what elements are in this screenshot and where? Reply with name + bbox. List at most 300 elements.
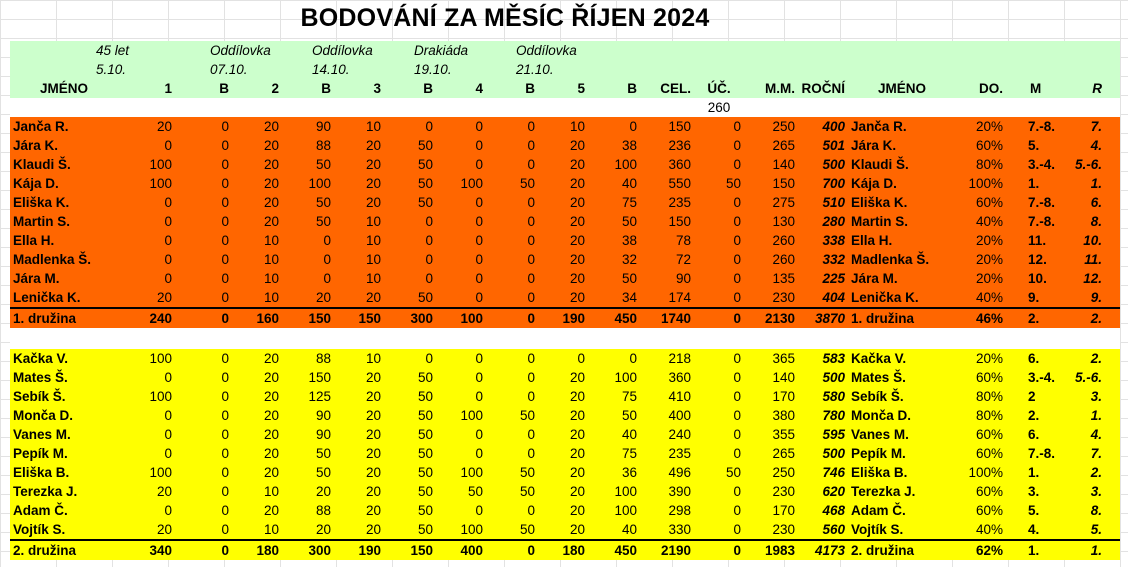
table-cell[interactable]: Madlenka Š. [848,250,956,269]
table-cell[interactable]: 60% [956,136,1006,155]
table-cell[interactable]: 0 [694,444,744,463]
table-cell[interactable]: 0 [486,269,538,288]
table-cell[interactable]: 7. [1066,444,1120,463]
table-cell[interactable]: 2. [1066,463,1120,482]
table-cell[interactable]: 360 [640,155,694,174]
table-cell[interactable]: 20 [538,212,588,231]
table-cell[interactable]: 0 [486,387,538,406]
table-cell[interactable]: 100 [588,155,640,174]
table-cell[interactable]: 450 [588,540,640,560]
table-cell[interactable]: 0 [175,117,232,136]
table-cell[interactable]: 0 [175,136,232,155]
table-cell[interactable]: 7.-8. [1006,212,1066,231]
header-cell[interactable]: B [384,79,436,98]
table-cell[interactable]: 3870 [798,308,848,328]
table-cell[interactable]: 0 [694,231,744,250]
table-cell[interactable]: 265 [744,136,798,155]
table-cell[interactable]: 235 [640,193,694,212]
table-cell[interactable]: 50 [384,406,436,425]
table-cell[interactable]: 250 [744,463,798,482]
table-cell[interactable]: 0 [175,463,232,482]
table-cell[interactable]: 1983 [744,540,798,560]
event-date-1[interactable]: 5.10. [118,60,232,79]
table-cell[interactable]: 32 [588,250,640,269]
table-cell[interactable]: 10 [334,117,384,136]
table-cell[interactable]: 550 [640,174,694,193]
table-cell[interactable]: 0 [694,425,744,444]
table-cell[interactable]: 260 [744,250,798,269]
table-cell[interactable]: 100% [956,463,1006,482]
table-cell[interactable]: 2. družina [10,540,118,560]
table-cell[interactable]: 170 [744,387,798,406]
table-cell[interactable]: 595 [798,425,848,444]
header-cell[interactable]: B [175,79,232,98]
table-cell[interactable]: 0 [486,308,538,328]
table-cell[interactable]: 360 [640,368,694,387]
table-cell[interactable]: 20 [538,174,588,193]
table-cell[interactable]: 20 [334,136,384,155]
header-cell[interactable]: B [486,79,538,98]
uc-total-cell[interactable]: 260 [694,98,744,117]
event-name-5[interactable]: Oddílovka [538,41,640,60]
table-cell[interactable]: 1. [1066,540,1120,560]
table-cell[interactable]: 20 [538,288,588,308]
table-cell[interactable]: 500 [798,368,848,387]
table-cell[interactable]: 0 [118,136,175,155]
table-cell[interactable]: 0 [175,155,232,174]
table-cell[interactable]: 72 [640,250,694,269]
table-cell[interactable]: 9. [1066,288,1120,308]
table-cell[interactable]: Mates Š. [848,368,956,387]
table-cell[interactable]: 0 [175,387,232,406]
table-cell[interactable]: 20 [232,444,282,463]
table-cell[interactable]: 20 [538,520,588,540]
table-cell[interactable]: 38 [588,231,640,250]
table-cell[interactable]: 20 [118,117,175,136]
table-cell[interactable]: 7. [1066,117,1120,136]
table-cell[interactable]: 20 [118,288,175,308]
table-cell[interactable]: 125 [282,387,334,406]
table-cell[interactable]: 0 [118,250,175,269]
table-cell[interactable]: 50 [282,193,334,212]
table-cell[interactable]: 20 [538,193,588,212]
table-cell[interactable]: 20 [334,174,384,193]
table-cell[interactable]: 50 [384,520,436,540]
table-cell[interactable]: 5. [1006,501,1066,520]
header-cell[interactable]: ROČNÍ [798,79,848,98]
table-cell[interactable]: Kája D. [10,174,118,193]
table-cell[interactable]: 12. [1066,269,1120,288]
table-cell[interactable]: 100 [118,463,175,482]
table-cell[interactable]: 300 [384,308,436,328]
table-cell[interactable]: 275 [744,193,798,212]
table-cell[interactable]: 1. [1006,463,1066,482]
table-cell[interactable]: 0 [486,212,538,231]
table-cell[interactable]: 190 [334,540,384,560]
table-cell[interactable]: 150 [384,540,436,560]
table-cell[interactable]: 10 [334,269,384,288]
table-cell[interactable]: 0 [175,231,232,250]
table-cell[interactable]: 0 [384,117,436,136]
table-cell[interactable]: 0 [436,387,486,406]
table-cell[interactable]: 40% [956,520,1006,540]
table-cell[interactable]: 0 [694,520,744,540]
table-cell[interactable]: 260 [744,231,798,250]
table-cell[interactable]: 80% [956,155,1006,174]
table-cell[interactable]: 0 [486,155,538,174]
table-cell[interactable]: 50 [486,520,538,540]
header-cell[interactable]: CEL. [640,79,694,98]
table-cell[interactable]: Vojtík S. [10,520,118,540]
event-name-3[interactable]: Oddílovka [334,41,436,60]
header-cell[interactable]: M [1006,79,1066,98]
table-cell[interactable]: 0 [118,406,175,425]
table-cell[interactable]: Adam Č. [848,501,956,520]
table-cell[interactable]: 3.-4. [1006,155,1066,174]
table-cell[interactable]: 0 [175,174,232,193]
table-cell[interactable]: Terezka J. [848,482,956,501]
table-cell[interactable]: 20 [118,482,175,501]
table-cell[interactable]: 20 [232,117,282,136]
table-cell[interactable]: 0 [175,288,232,308]
table-cell[interactable]: 0 [175,212,232,231]
event-date-4[interactable]: 19.10. [436,60,538,79]
table-cell[interactable]: Jára K. [848,136,956,155]
table-cell[interactable]: 0 [436,269,486,288]
table-cell[interactable]: Eliška K. [848,193,956,212]
table-cell[interactable]: 5.-6. [1066,368,1120,387]
table-cell[interactable]: 20 [282,482,334,501]
table-cell[interactable]: 0 [175,193,232,212]
table-cell[interactable]: 20 [538,463,588,482]
table-cell[interactable]: 170 [744,501,798,520]
event-name-4[interactable]: Drakiáda [436,41,538,60]
table-cell[interactable]: 62% [956,540,1006,560]
table-cell[interactable]: 338 [798,231,848,250]
table-cell[interactable]: 50 [384,501,436,520]
table-cell[interactable]: 468 [798,501,848,520]
table-cell[interactable]: 20 [538,406,588,425]
table-cell[interactable]: 20 [232,349,282,368]
table-cell[interactable]: 235 [640,444,694,463]
table-cell[interactable]: 7.-8. [1006,444,1066,463]
table-cell[interactable]: 34 [588,288,640,308]
table-cell[interactable]: 6. [1006,425,1066,444]
table-cell[interactable]: 4. [1006,520,1066,540]
table-cell[interactable]: 100 [118,387,175,406]
table-cell[interactable]: 10. [1066,231,1120,250]
table-cell[interactable]: 0 [384,269,436,288]
table-cell[interactable]: 7.-8. [1006,117,1066,136]
table-cell[interactable]: 4173 [798,540,848,560]
table-cell[interactable]: 20 [232,212,282,231]
table-cell[interactable]: Kája D. [848,174,956,193]
table-cell[interactable]: 250 [744,117,798,136]
table-cell[interactable]: 0 [175,425,232,444]
table-cell[interactable]: 510 [798,193,848,212]
table-cell[interactable]: Eliška B. [848,463,956,482]
table-cell[interactable]: 20% [956,349,1006,368]
table-cell[interactable]: 0 [538,349,588,368]
table-cell[interactable]: 0 [118,231,175,250]
table-cell[interactable]: 60% [956,444,1006,463]
table-cell[interactable]: 20 [334,406,384,425]
table-cell[interactable]: 0 [436,117,486,136]
table-cell[interactable]: 0 [588,117,640,136]
table-cell[interactable]: 365 [744,349,798,368]
table-cell[interactable]: Janča R. [10,117,118,136]
table-cell[interactable]: 50 [282,155,334,174]
table-cell[interactable]: 2. [1006,308,1066,328]
event-date-5[interactable]: 21.10. [538,60,640,79]
table-cell[interactable]: 0 [588,349,640,368]
table-cell[interactable]: 300 [282,540,334,560]
table-cell[interactable]: 0 [486,288,538,308]
table-cell[interactable]: 0 [436,501,486,520]
table-cell[interactable]: 20 [334,501,384,520]
table-cell[interactable]: 60% [956,193,1006,212]
table-cell[interactable]: 40 [588,425,640,444]
table-cell[interactable]: 20 [538,387,588,406]
table-cell[interactable]: 450 [588,308,640,328]
table-cell[interactable]: Terezka J. [10,482,118,501]
header-cell[interactable]: B [588,79,640,98]
table-cell[interactable]: 0 [175,482,232,501]
table-cell[interactable]: Vanes M. [848,425,956,444]
table-cell[interactable]: 50 [384,155,436,174]
table-cell[interactable]: 230 [744,288,798,308]
table-cell[interactable]: 150 [640,212,694,231]
table-cell[interactable]: Martin S. [10,212,118,231]
table-cell[interactable]: 150 [282,368,334,387]
table-cell[interactable]: 10 [232,231,282,250]
table-cell[interactable]: 20 [538,250,588,269]
table-cell[interactable]: Klaudi Š. [10,155,118,174]
table-cell[interactable]: 0 [486,136,538,155]
table-cell[interactable]: 20 [232,387,282,406]
table-cell[interactable]: 100 [436,520,486,540]
table-cell[interactable]: Vanes M. [10,425,118,444]
table-cell[interactable]: 20 [232,463,282,482]
table-cell[interactable]: 50 [384,482,436,501]
table-cell[interactable]: Martin S. [848,212,956,231]
table-cell[interactable]: 4. [1066,425,1120,444]
table-cell[interactable]: 20% [956,117,1006,136]
table-cell[interactable]: 20 [538,444,588,463]
table-cell[interactable]: 0 [436,231,486,250]
table-cell[interactable]: 4. [1066,136,1120,155]
table-cell[interactable]: 2. [1066,308,1120,328]
table-cell[interactable]: 0 [436,349,486,368]
table-cell[interactable]: 7.-8. [1006,193,1066,212]
table-cell[interactable]: 298 [640,501,694,520]
table-cell[interactable]: 0 [175,269,232,288]
table-cell[interactable]: 0 [486,349,538,368]
table-cell[interactable]: 1. [1006,174,1066,193]
table-cell[interactable]: Madlenka Š. [10,250,118,269]
table-cell[interactable]: 20 [232,368,282,387]
table-cell[interactable]: 100 [436,463,486,482]
table-cell[interactable]: 20 [538,155,588,174]
table-cell[interactable]: 0 [175,520,232,540]
table-cell[interactable]: Kačka V. [10,349,118,368]
table-cell[interactable]: 2130 [744,308,798,328]
table-cell[interactable]: 20 [282,520,334,540]
table-cell[interactable]: 150 [334,308,384,328]
table-cell[interactable]: 0 [694,269,744,288]
table-cell[interactable]: 2. [1006,406,1066,425]
table-cell[interactable]: 75 [588,193,640,212]
table-cell[interactable]: 50 [384,193,436,212]
table-cell[interactable]: 6. [1006,349,1066,368]
table-cell[interactable]: 38 [588,136,640,155]
table-cell[interactable]: Ella H. [848,231,956,250]
table-cell[interactable]: 20 [232,136,282,155]
table-cell[interactable]: 0 [436,368,486,387]
table-cell[interactable]: 0 [436,444,486,463]
table-cell[interactable]: 0 [694,308,744,328]
table-cell[interactable]: 5. [1006,136,1066,155]
table-cell[interactable]: 11. [1066,250,1120,269]
table-cell[interactable]: 20 [282,288,334,308]
header-cell[interactable]: B [282,79,334,98]
table-cell[interactable]: 20% [956,250,1006,269]
table-cell[interactable]: 0 [486,231,538,250]
table-cell[interactable]: Monča D. [848,406,956,425]
table-cell[interactable]: 0 [694,250,744,269]
table-cell[interactable]: 20% [956,231,1006,250]
table-cell[interactable]: 3. [1006,482,1066,501]
table-cell[interactable]: 2 [1006,387,1066,406]
table-cell[interactable]: 50 [588,212,640,231]
table-cell[interactable]: 10 [232,482,282,501]
table-cell[interactable]: Lenička K. [848,288,956,308]
table-cell[interactable]: 50 [384,136,436,155]
table-cell[interactable]: 10 [334,250,384,269]
table-cell[interactable]: 0 [175,540,232,560]
table-cell[interactable]: 75 [588,387,640,406]
table-cell[interactable]: 60% [956,425,1006,444]
table-cell[interactable]: 20 [538,425,588,444]
table-cell[interactable]: 90 [640,269,694,288]
table-cell[interactable]: 50 [384,444,436,463]
table-cell[interactable]: 0 [694,193,744,212]
table-cell[interactable]: 20 [538,231,588,250]
table-cell[interactable]: 0 [694,155,744,174]
table-cell[interactable]: 0 [486,117,538,136]
table-cell[interactable]: 496 [640,463,694,482]
table-cell[interactable]: 46% [956,308,1006,328]
table-cell[interactable]: 100 [588,482,640,501]
table-cell[interactable]: 50 [486,482,538,501]
table-cell[interactable]: 1740 [640,308,694,328]
table-cell[interactable]: 225 [798,269,848,288]
table-cell[interactable]: 20 [538,368,588,387]
table-cell[interactable]: 60% [956,501,1006,520]
table-cell[interactable]: 20 [334,463,384,482]
table-cell[interactable]: 3. [1066,482,1120,501]
table-cell[interactable]: 0 [175,444,232,463]
event-date-2[interactable]: 07.10. [232,60,334,79]
table-cell[interactable]: 240 [640,425,694,444]
table-cell[interactable]: 2190 [640,540,694,560]
table-cell[interactable]: 0 [175,349,232,368]
table-cell[interactable]: 240 [118,308,175,328]
table-cell[interactable]: Pepík M. [10,444,118,463]
table-cell[interactable]: 20 [334,425,384,444]
table-cell[interactable]: Monča D. [10,406,118,425]
table-cell[interactable]: 40% [956,288,1006,308]
table-cell[interactable]: 10 [232,250,282,269]
table-cell[interactable]: 10 [232,269,282,288]
table-cell[interactable]: 20 [232,155,282,174]
table-cell[interactable]: 40% [956,212,1006,231]
table-cell[interactable]: 11. [1006,231,1066,250]
header-cell[interactable]: ÚČ. [694,79,744,98]
table-cell[interactable]: 0 [175,250,232,269]
table-cell[interactable]: 0 [486,425,538,444]
table-cell[interactable]: 60% [956,482,1006,501]
table-cell[interactable]: Mates Š. [10,368,118,387]
table-cell[interactable]: 50 [282,212,334,231]
table-cell[interactable]: 0 [436,136,486,155]
table-cell[interactable]: 3.-4. [1006,368,1066,387]
table-cell[interactable]: 0 [118,444,175,463]
table-cell[interactable]: 100 [588,368,640,387]
table-cell[interactable]: 90 [282,406,334,425]
table-cell[interactable]: 20 [232,425,282,444]
table-cell[interactable]: 700 [798,174,848,193]
table-cell[interactable]: 20 [538,501,588,520]
table-cell[interactable]: 1. družina [848,308,956,328]
table-cell[interactable]: 100 [588,501,640,520]
table-cell[interactable]: 75 [588,444,640,463]
table-cell[interactable]: 3. [1066,387,1120,406]
table-cell[interactable]: 20 [334,155,384,174]
table-cell[interactable]: 50 [486,174,538,193]
table-cell[interactable]: 50 [486,406,538,425]
table-cell[interactable]: 150 [744,174,798,193]
table-cell[interactable]: 0 [694,368,744,387]
table-cell[interactable]: 0 [282,250,334,269]
table-cell[interactable]: 0 [175,501,232,520]
table-cell[interactable]: Sebík Š. [10,387,118,406]
table-cell[interactable]: 265 [744,444,798,463]
table-cell[interactable]: 50 [384,368,436,387]
table-cell[interactable]: 236 [640,136,694,155]
event-name-1[interactable]: 45 let [118,41,232,60]
table-cell[interactable]: 20 [232,501,282,520]
table-cell[interactable]: 218 [640,349,694,368]
table-cell[interactable]: Jára M. [848,269,956,288]
table-cell[interactable]: 230 [744,482,798,501]
table-cell[interactable]: 0 [436,212,486,231]
table-cell[interactable]: 0 [486,193,538,212]
table-cell[interactable]: 0 [486,368,538,387]
table-cell[interactable]: Pepík M. [848,444,956,463]
table-cell[interactable]: 10 [538,117,588,136]
table-cell[interactable]: 20 [118,520,175,540]
table-cell[interactable]: Kačka V. [848,349,956,368]
table-cell[interactable]: 140 [744,155,798,174]
table-cell[interactable]: 180 [232,540,282,560]
table-cell[interactable]: 0 [118,269,175,288]
header-cell[interactable]: 3 [334,79,384,98]
table-cell[interactable]: 500 [798,155,848,174]
table-cell[interactable]: 10 [334,349,384,368]
table-cell[interactable]: 230 [744,520,798,540]
table-cell[interactable]: 0 [694,349,744,368]
